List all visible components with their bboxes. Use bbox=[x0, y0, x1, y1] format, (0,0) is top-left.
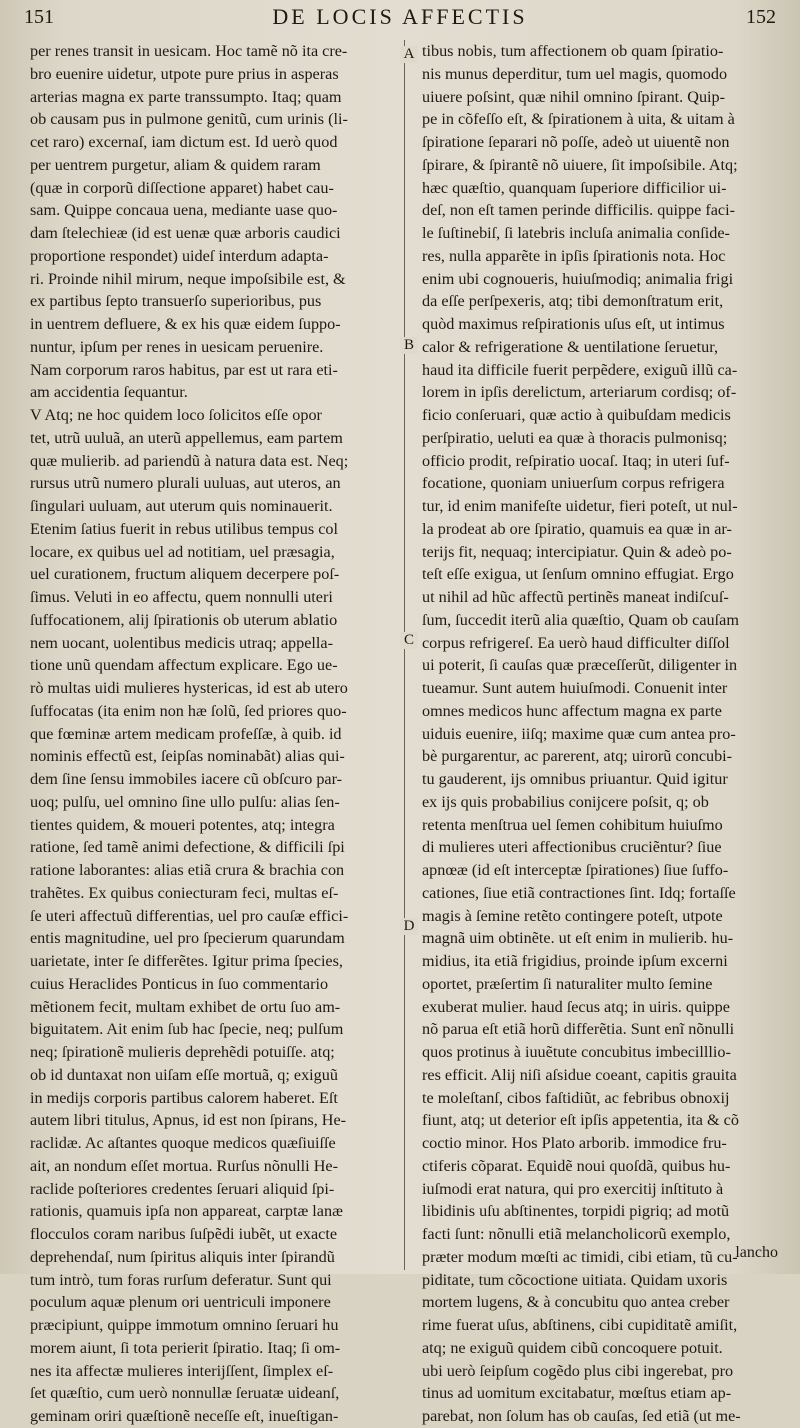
text-line: nis munus deperditur, tum uel magis, quomodo bbox=[422, 64, 728, 83]
text-line: uarietate, inter ſe differẽtes. Igitur prima ſpecies, bbox=[30, 952, 343, 970]
text-line: flocculos coram naribus ſuſpẽdi iubẽt, ut exacte bbox=[30, 1225, 338, 1243]
text-line: rò multas uidi mulieres hystericas, id est ab utero bbox=[30, 679, 348, 697]
text-line: pe in cõfeſſo eſt, & ſpirationem à uita, & uitam à bbox=[422, 110, 735, 129]
text-line: per uentrem purgetur, aliam & quidem raram bbox=[30, 155, 321, 174]
text-line: facti ſunt: nõnulli etiã melancholicorũ exemplo, bbox=[422, 1225, 731, 1243]
text-line: Etenim ſatius fuerit in rebus utilibus tempus col bbox=[30, 519, 338, 538]
text-line: haud ita difficile fuerit perpẽdere, exiguũ illũ ca- bbox=[422, 360, 738, 379]
right-text-column bbox=[422, 40, 786, 1428]
text-line: ex ijs quis probabilius conijcere poſsit, q; ob bbox=[422, 792, 709, 811]
text-line: ſingulari uuluam, aut uterum quis nominauerit. bbox=[30, 497, 333, 515]
text-line: exuberat mulier. haud ſecus atq; in uiris. quippe bbox=[422, 997, 730, 1016]
text-line: am accidentia ſequantur. bbox=[30, 383, 188, 402]
text-line: entis magnitudine, uel pro ſpecierum quarundam bbox=[30, 929, 345, 948]
text-line: deſ, non eſt tamen perinde difficilis. quippe faci- bbox=[422, 201, 736, 220]
text-line: sam. Quippe concaua uena, mediante uase quo- bbox=[30, 201, 338, 220]
text-line: te moleſtanſ, cibos faſtidiũt, ac febribus obnoxij bbox=[422, 1088, 730, 1107]
text-line: omnes medicos hunc affectum magna ex parte bbox=[422, 701, 722, 720]
text-line: ſet quæſtio, cum uerò nonnullæ ſeruatæ uideanſ, bbox=[30, 1384, 340, 1403]
catchword: lancho bbox=[735, 1244, 778, 1261]
text-line: midius, ita etiã frigidius, proinde ipſum excerni bbox=[422, 952, 728, 970]
text-line: raclide poſteriores credentes ſeruari aliquid ſpi- bbox=[30, 1179, 335, 1198]
text-line: uel curationem, fructum aliquem decerpere poſ- bbox=[30, 565, 340, 584]
text-line: præter modum mœſti ac timidi, cibi etiam, tũ cu- bbox=[422, 1247, 738, 1266]
text-line: deprehendaſ, num ſpiritus aliquis inter ſpirandũ bbox=[30, 1247, 335, 1266]
text-line: que fœminæ artem medicam profeſſæ, à quib. id bbox=[30, 724, 342, 743]
text-line: officio prodit, reſpiratio uocaſ. Itaq; in uteri ſuf- bbox=[422, 451, 730, 470]
text-line: tum intrò, tum foras rurſum deferatur. Sunt qui bbox=[30, 1270, 332, 1289]
text-line: le ſuſtinebiſ, ſi latebris incluſa animalia conſide- bbox=[422, 224, 730, 242]
page-header bbox=[0, 0, 800, 40]
text-line: dam ſtelechieæ (id est uenæ quæ arboris caudici bbox=[30, 224, 341, 242]
text-line: dem ſine ſensu immobiles iacere cũ obſcuro par- bbox=[30, 770, 343, 788]
text-line: geminam oriri quæſtionẽ neceſſe eſt, inueſtigan- bbox=[30, 1407, 339, 1425]
text-line: quos protinus à iuuẽtute concubitus imbecilllio- bbox=[422, 1043, 731, 1061]
text-line: iuſmodi erat natura, qui pro exercitij inſtituto à bbox=[422, 1179, 724, 1198]
text-line: ex partibus ſepto transuerſo superioribus, pus bbox=[30, 292, 322, 311]
text-line: calor & refrigeratione & uentilatione ſeruetur, bbox=[422, 337, 718, 356]
text-line: ob id duntaxat non uiſam eſſe mortuã, q; exiguũ bbox=[30, 1065, 338, 1084]
text-line: ratione laborantes: alias etiã crura & brachia con bbox=[30, 861, 345, 879]
text-line: corpus refrigereſ. Ea uerò haud difficulter diſſol bbox=[422, 633, 730, 652]
text-line: poculum aquæ plenum ori uentriculi imponere bbox=[30, 1293, 331, 1312]
text-line: tibus nobis, tum affectionem ob quam ſpiratio- bbox=[422, 42, 724, 60]
text-line: ubi uerò ſeipſum cogẽdo plus cibi ingerebat, pro bbox=[422, 1361, 734, 1380]
text-line: oportet, præſertim ſi naturaliter multo ſemine bbox=[422, 974, 713, 993]
left-text-column bbox=[30, 40, 396, 1428]
margin-letter-b: B bbox=[400, 337, 418, 354]
text-line: uiuere poſsint, quæ nihil omnino ſpirant. Quip- bbox=[422, 87, 726, 106]
text-line: magnã uim obtinẽte. ut eſt enim in mulierib. hu- bbox=[422, 929, 734, 948]
text-line: perſpiratio, ueluti ea quæ à thoracis pulmonisq; bbox=[422, 428, 728, 447]
text-line: cationes, ſiue etiã contractiones ſint. Idq; fortaſſe bbox=[422, 883, 736, 902]
text-line: raclidæ. Ac aſtantes quoque medicos quæſiuiſſe bbox=[30, 1134, 336, 1152]
text-line: neq; ſpirationẽ mulieris deprehẽdi potuiſſe. atq; bbox=[30, 1043, 335, 1061]
text-line: uoq; pulſu, uel omnino ſine ullo pulſu: alias ſen- bbox=[30, 792, 340, 811]
text-line: quòd maximus reſpirationis uſus eſt, ut intimus bbox=[422, 315, 725, 333]
text-line: biguitatem. Ait enim ſub hac ſpecie, neq; pulſum bbox=[30, 1020, 344, 1039]
text-line: tientes quidem, & moueri potentes, atq; integra bbox=[30, 815, 335, 834]
text-line: focatione, quoniam uniuerſum corpus refrigera bbox=[422, 474, 725, 493]
text-line: (quæ in corporũ diſſectione apparet) habet cau- bbox=[30, 178, 334, 197]
text-line: ficio conſeruari, quæ actio à quibuſdam medicis bbox=[422, 406, 731, 424]
text-line: ob causam pus in pulmone genitũ, cum urinis (li- bbox=[30, 110, 348, 129]
right-page-number: 152 bbox=[746, 6, 776, 28]
text-line: magis à ſemine retẽto contingere poteſt, utpote bbox=[422, 906, 723, 925]
margin-letter-a: A bbox=[400, 46, 418, 63]
text-line: ut nihil ad hũc affectũ pertinẽs maneat indiſcuſ- bbox=[422, 588, 729, 606]
text-line: tinus ad uomitum excitabatur, mœſtus etiam ap- bbox=[422, 1384, 732, 1403]
left-page-number: 151 bbox=[24, 6, 54, 28]
text-line: hæc quæſtio, quanquam ſuperiore difficilior ui- bbox=[422, 178, 727, 197]
text-line: trahẽtes. Ex quibus coniecturam feci, multas eſ- bbox=[30, 883, 339, 902]
text-line: præcipiunt, quippe immotum omnino ſeruari hu bbox=[30, 1316, 339, 1334]
text-line: parebat, non ſolum has ob cauſas, ſed etiã (ut me- bbox=[422, 1407, 741, 1425]
text-line: Nam corporum raros habitus, par est ut rara eti- bbox=[30, 360, 338, 379]
text-line: la prodeat ab ore ſpiratio, quamuis ea quæ in ar- bbox=[422, 519, 732, 538]
text-line: tu gauderent, ijs omnibus priuantur. Quid igitur bbox=[422, 770, 728, 788]
text-line: arterias magna ex parte transsumpto. Itaq; quam bbox=[30, 87, 342, 106]
text-line: nominis effectũ est, ſeipſas nominabãt) alias qui- bbox=[30, 747, 345, 766]
text-line: da eſſe perſpexeris, atq; tibi demonſtratum erit, bbox=[422, 292, 724, 311]
text-line: bè purgarentur, ac parerent, atq; uirorũ concubi- bbox=[422, 747, 733, 766]
margin-letter-d: D bbox=[400, 918, 418, 935]
text-line: in uentrem defluere, & ex his quæ eidem ſuppo- bbox=[30, 315, 341, 333]
text-line: rime fuerat uſus, abſtinens, cibi cupiditatẽ amiſit, bbox=[422, 1316, 738, 1334]
text-line: fiunt, atq; ut deterior eſt ipſis appetentia, ita & cõ bbox=[422, 1111, 739, 1130]
text-line: cet raro) excernaſ, iam dictum est. Id uerò quod bbox=[30, 133, 338, 151]
text-line: ui poterit, ſi cauſas quæ præceſſerũt, diligenter in bbox=[422, 656, 738, 675]
text-line: ait, an nondum eſſet mortua. Rurſus nõnulli He- bbox=[30, 1156, 338, 1175]
text-line: nõ parua eſt etiã horũ differẽtia. Sunt enĩ nõnulli bbox=[422, 1020, 735, 1039]
text-line: locare, ex quibus uel ad notitiam, uel præsagia, bbox=[30, 542, 335, 561]
text-line: autem libri titulus, Apnus, id est non ſpirans, He- bbox=[30, 1111, 347, 1130]
text-line: ſpiratione ſeparari nõ poſſe, adeò ut uiuentẽ non bbox=[422, 133, 730, 151]
text-line: coctio minor. Hos Plato arborib. immodice fru- bbox=[422, 1134, 727, 1152]
text-line: ri. Proinde nihil mirum, neque impoſsibile est, & bbox=[30, 269, 346, 288]
text-line: ſimus. Veluti in eo affectu, quem nonnulli uteri bbox=[30, 588, 333, 606]
text-line: teſt eſſe exigua, ut ſenſum omnino effugiat. Ergo bbox=[422, 565, 734, 584]
text-line: mortem lugens, & à concubitu quo antea creber bbox=[422, 1293, 730, 1312]
text-line: tione unũ quendam affectum explicare. Ego ue- bbox=[30, 656, 338, 675]
text-line: terijs fit, nequaq; intercipiatur. Quin & adeò po- bbox=[422, 542, 732, 561]
text-line: ctiferis cõparat. Equidẽ noui quoſdã, quibus hu- bbox=[422, 1156, 731, 1175]
text-line: nuntur, ipſum per renes in uesicam peruenire. bbox=[30, 337, 324, 356]
text-line: proportione respondet) uideſ interdum adapta- bbox=[30, 246, 329, 265]
text-line: rursus utrũ numero plurali uuluas, aut uteros, an bbox=[30, 474, 341, 493]
text-line: res efficit. Alij niſi aſsidue coeant, capitis grauita bbox=[422, 1065, 737, 1084]
text-line: rationis, quamuis ipſa non appareat, carptæ lanæ bbox=[30, 1202, 343, 1221]
text-line: ſum, ſuccedit iterũ alia quæſtio, Quam ob cauſam bbox=[422, 610, 739, 629]
text-line: libidinis uſu abſtinentes, torpidi pigriq; ad motũ bbox=[422, 1202, 730, 1221]
text-line: ſuffocationem, alij ſpirationis ob uterum ablatio bbox=[30, 610, 338, 629]
text-line: apnœæ (id eſt interceptæ ſpirationes) ſiue ſuffo- bbox=[422, 861, 729, 879]
text-line: per renes transit in uesicam. Hoc tamẽ nõ ita cre- bbox=[30, 42, 348, 60]
text-line: di mulieres uteri affectionibus cruciẽntur? ſiue bbox=[422, 838, 722, 857]
running-title: DE LOCIS AFFECTIS bbox=[272, 4, 528, 29]
text-line: enim ubi cognoueris, huiuſmodiq; animalia frigi bbox=[422, 269, 734, 288]
text-line: V Atq; ne hoc quidem loco ſolicitos eſſe opor bbox=[30, 406, 322, 424]
text-line: retenta menſtrua uel ſemen cohibitum huiuſmo bbox=[422, 815, 723, 834]
text-line: piditate, tum cõcoctione uitiata. Quidam uxoris bbox=[422, 1270, 728, 1289]
text-line: ſpirare, & ſpirantẽ nõ uiuere, ſit impoſsibile. Atq; bbox=[422, 155, 738, 174]
text-line: uiduis euenire, iiſq; maxime quæ cum antea pro- bbox=[422, 724, 736, 743]
text-line: ſuffocatas (ita enim non hæ ſolũ, ſed priores quo- bbox=[30, 701, 347, 720]
text-line: tueamur. Sunt autem huiuſmodi. Conuenit inter bbox=[422, 679, 728, 697]
text-line: lorem in ipſis derelictum, arteriarum cordisq; of- bbox=[422, 383, 737, 402]
text-line: in medijs corporis partibus calorem haberet. Eſt bbox=[30, 1088, 338, 1107]
text-line: cuius Heraclides Ponticus in ſuo commentario bbox=[30, 974, 329, 993]
text-line: res, nulla apparẽte in ipſis ſpirationis nota. Hoc bbox=[422, 246, 726, 265]
text-line: mẽtionem fecit, multam exhibet de ortu ſuo am- bbox=[30, 997, 341, 1016]
column-divider bbox=[404, 40, 405, 1270]
text-line: quæ mulierib. ad pariendũ à natura data est. Neq; bbox=[30, 451, 349, 470]
text-line: nem uocant, uolentibus medicis utraq; appella- bbox=[30, 633, 333, 652]
margin-letter-c: C bbox=[400, 632, 418, 649]
text-line: tur, id enim manifeſte uidetur, fieri poteſt, ut nul- bbox=[422, 497, 738, 515]
text-line: atq; ne exiguũ quidem cibũ concoquere potuit. bbox=[422, 1338, 723, 1357]
text-line: bro euenire uidetur, utpote pure prius in asperas bbox=[30, 64, 339, 83]
text-line: nes ita affectæ mulieres interijſſent, ſimplex eſ- bbox=[30, 1361, 334, 1380]
text-line: morem aiunt, ſi tota perierit ſpiratio. Itaq; ſi om- bbox=[30, 1338, 341, 1357]
text-line: tet, utrũ uuluã, an uterũ appellemus, eam partem bbox=[30, 428, 343, 447]
text-line: ratione, ſed tamẽ animi defectione, & difficili ſpi bbox=[30, 838, 345, 857]
text-line: ſe uteri affectuũ differentias, uel pro cauſæ effici- bbox=[30, 906, 349, 925]
